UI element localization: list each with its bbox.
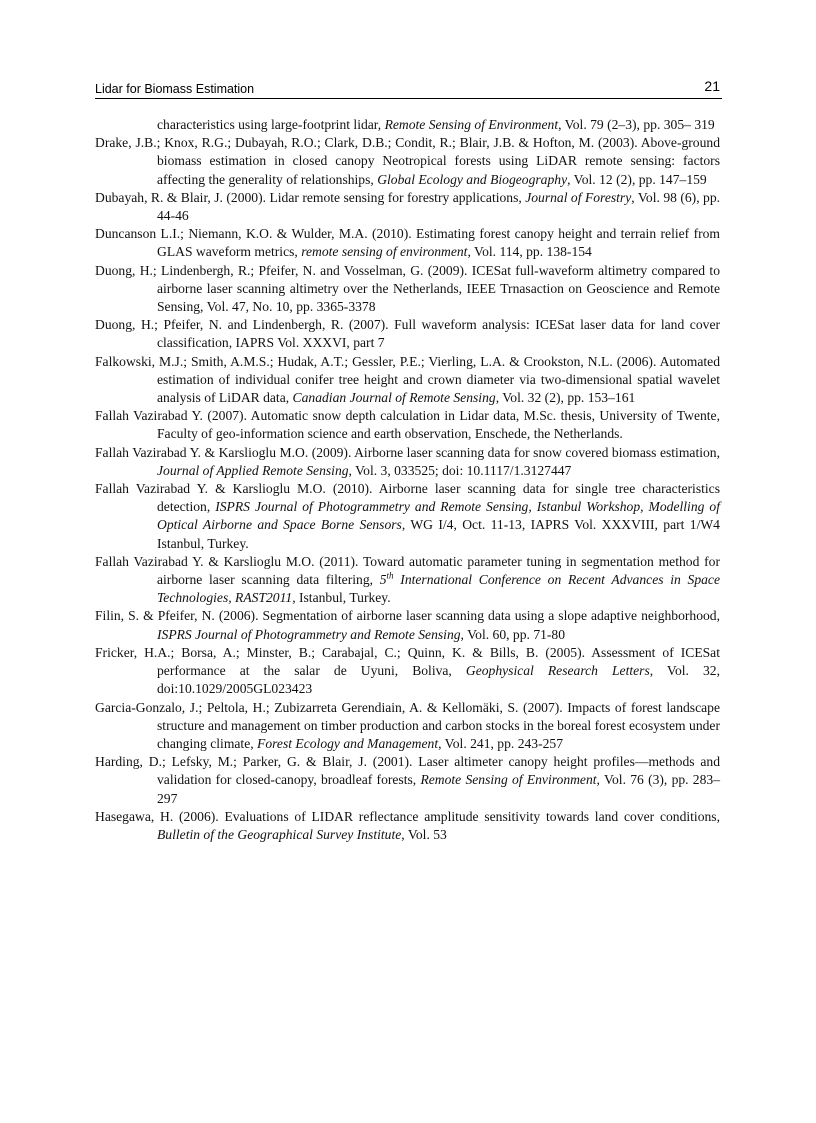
reference-entry <box>95 444 720 480</box>
reference-text: , Vol. 114, pp. 138-154 <box>467 244 592 260</box>
reference-source-title: International Conference on Recent Advances in Space Technologies, RAST2011 <box>157 572 721 606</box>
running-header <box>95 78 722 99</box>
reference-source-title: Remote Sensing of Environment, <box>420 772 600 788</box>
reference-source-title: 5 <box>379 572 387 588</box>
reference-text: Duncanson L.I.; Niemann, K.O. & Wulder, M.A. (2010). Estimating forest canopy height and terrain relief from GLAS waveform metrics, <box>95 226 720 260</box>
reference-text: , Vol. 32 (2), pp. 153–161 <box>495 390 636 406</box>
page-number: 21 <box>704 78 720 94</box>
reference-entry <box>95 316 720 352</box>
reference-text: Falkowski, M.J.; Smith, A.M.S.; Hudak, A.T.; Gessler, P.E.; Vierling, L.A. & Crookston, N.L. (2006). Automated estimation of individual conifer tree height and crown diameter via two-dimensional spatial wavelet analysis of LiDAR data, <box>95 353 720 406</box>
reference-text: Dubayah, R. & Blair, J. (2000). Lidar remote sensing for forestry applications, <box>95 189 526 205</box>
reference-entry <box>95 116 720 134</box>
reference-text: Harding, D.; Lefsky, M.; Parker, G. & Blair, J. (2001). Laser altimeter canopy height profiles—methods and validation for closed-canopy, broadleaf forests, <box>95 754 720 788</box>
reference-entry <box>95 407 720 443</box>
reference-text: Fallah Vazirabad Y. & Karslioglu M.O. (2010). Airborne laser scanning data for single tree characteristics detection, <box>95 481 720 515</box>
reference-source-title: Journal of Forestry <box>525 189 632 205</box>
reference-text: , WG I/4, Oct. 11-13, IAPRS Vol. XXXVIII, part 1/W4 Istanbul, Turkey. <box>157 517 720 551</box>
reference-text: Garcia-Gonzalo, J.; Peltola, H.; Zubizarreta Gerendiain, A. & Kellomäki, S. (2007). Impacts of forest landscape structure and management on timber production and carbon stocks in the boreal forest ecosystem under changing climate, <box>95 699 720 751</box>
reference-entry <box>95 134 720 189</box>
reference-text: Fallah Vazirabad Y. (2007). Automatic snow depth calculation in Lidar data, M.Sc. thesis, University of Twente, Faculty of geo-information science and earth observation, Enschede, the Netherlands. <box>95 408 720 442</box>
reference-source-title: Bulletin of the Geographical Survey Institute <box>157 826 402 842</box>
running-title: Lidar for Biomass Estimation <box>95 82 255 96</box>
reference-text: Drake, J.B.; Knox, R.G.; Dubayah, R.O.; Clark, D.B.; Condit, R.; Blair, J.B. & Hofton, M. (2003). Above-ground biomass estimation in closed canopy Neotropical forests using LiDAR remote sensing: factors affecting the generality of relationships, <box>95 135 720 187</box>
reference-entry <box>95 644 720 699</box>
reference-entry <box>95 262 720 317</box>
reference-text: , Vol. 12 (2), pp. 147–159 <box>567 171 707 187</box>
reference-source-title: Global Ecology and Biogeography <box>377 171 568 187</box>
reference-entry <box>95 480 720 553</box>
reference-entry <box>95 225 720 261</box>
reference-text: Vol. 76 (3), pp. 283–297 <box>157 772 720 806</box>
reference-source-title: Forest Ecology and Management <box>257 735 439 751</box>
reference-text: , Vol. 60, pp. 71-80 <box>460 626 566 642</box>
reference-list <box>95 116 720 844</box>
reference-text: , Vol. 241, pp. 243-257 <box>438 735 563 751</box>
reference-text: characteristics using large-footprint lidar, <box>157 117 385 132</box>
reference-entry <box>95 553 720 608</box>
reference-entry <box>95 607 720 643</box>
reference-text: Fallah Vazirabad Y. & Karslioglu M.O. (2009). Airborne laser scanning data for snow covered biomass estimation, <box>95 444 720 460</box>
reference-text: Fallah Vazirabad Y. & Karslioglu M.O. (2011). Toward automatic parameter tuning in segmentation method for airborne laser scanning data filtering, <box>95 553 720 588</box>
reference-text: Duong, H.; Pfeifer, N. and Lindenbergh, R. (2007). Full waveform analysis: ICESat laser data for land cover classification, IAPRS Vol. XXXVI, part 7 <box>95 317 720 351</box>
reference-entry <box>95 699 720 754</box>
reference-text: Hasegawa, H. (2006). Evaluations of LIDAR reflectance amplitude sensitivity towards land cover conditions, <box>95 808 720 824</box>
reference-source-title: ISPRS Journal of Photogrammetry and Remote Sensing <box>157 626 461 642</box>
reference-text: Fricker, H.A.; Borsa, A.; Minster, B.; Carabajal, C.; Quinn, K. & Bills, B. (2005). Assessment of ICESat performance at the salar de Uyuni, Boliva, <box>95 644 720 679</box>
reference-text: Filin, S. & Pfeifer, N. (2006). Segmentation of airborne laser scanning data using a slope adaptive neighborhood, <box>95 608 720 624</box>
reference-source-title: Canadian Journal of Remote Sensing <box>292 390 496 406</box>
reference-entry <box>95 808 720 844</box>
reference-text: Duong, H.; Lindenbergh, R.; Pfeifer, N. and Vosselman, G. (2009). ICESat full-waveform altimetry compared to airborne laser scanning altimetry over the Netherlands, IEEE Trnasaction on Geoscience and Remote Sensing, Vol. 47, No. 10, pp. 3365-3378 <box>95 262 720 315</box>
reference-source-title: Geophysical Research Letters <box>465 663 650 679</box>
reference-entry <box>95 189 720 225</box>
reference-entry <box>95 753 720 808</box>
reference-source-title: remote sensing of environment <box>301 244 468 260</box>
reference-text: , Istanbul, Turkey. <box>292 590 391 606</box>
reference-source-title: th <box>386 570 394 581</box>
reference-text: , Vol. 53 <box>401 826 447 842</box>
reference-text: , Vol. 98 (6), pp. 44-46 <box>157 189 721 224</box>
reference-entry <box>95 353 720 408</box>
reference-text: , Vol. 79 (2–3), pp. 305– 319 <box>558 117 715 132</box>
reference-source-title: Remote Sensing of Environment <box>384 117 559 132</box>
reference-text: , Vol. 3, 033525; doi: 10.1117/1.3127447 <box>348 462 572 478</box>
reference-text: , Vol. 32, doi:10.1029/2005GL023423 <box>157 663 720 697</box>
reference-source-title: ISPRS Journal of Photogrammetry and Remote Sensing, Istanbul Workshop, Modelling of Optical Airborne and Space Borne Sensors <box>157 499 720 533</box>
reference-source-title: Journal of Applied Remote Sensing <box>157 462 349 478</box>
